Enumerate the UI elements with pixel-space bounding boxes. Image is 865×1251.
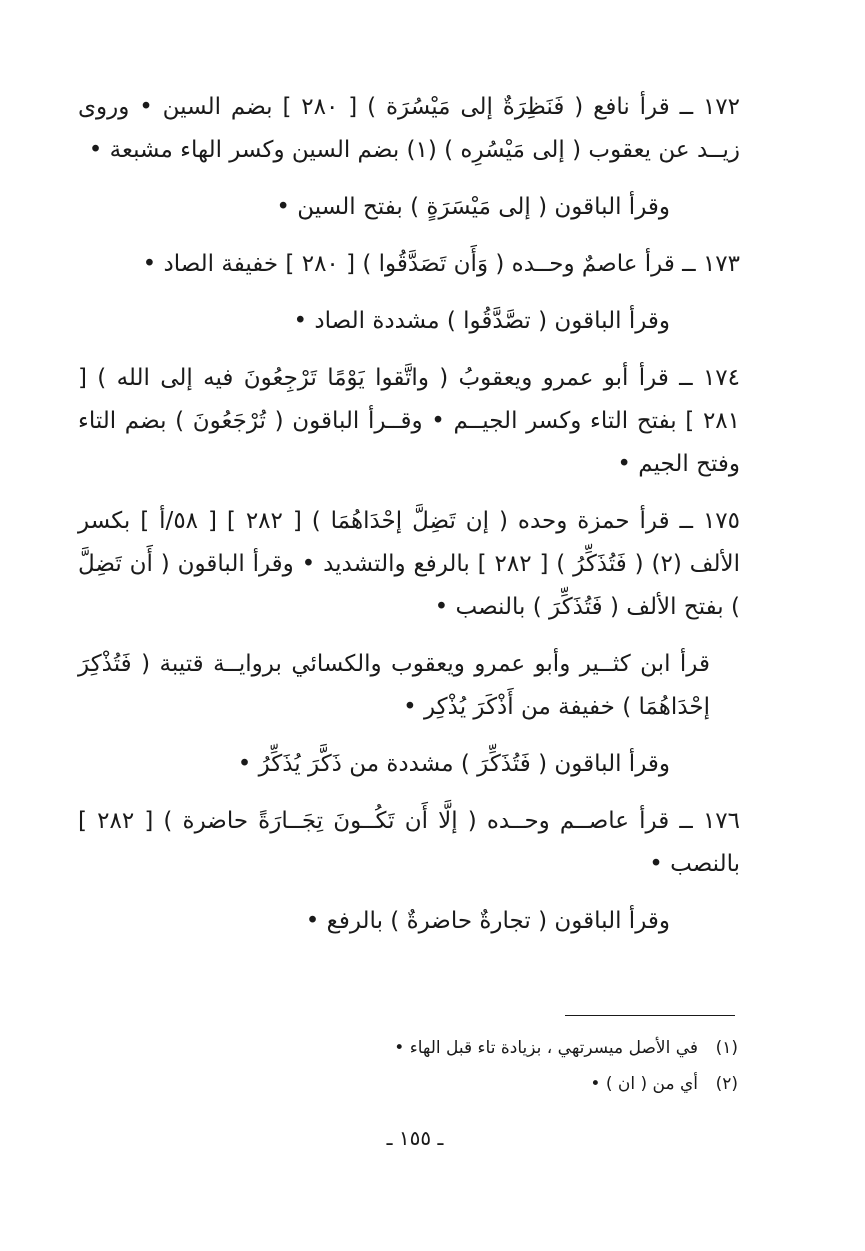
footnote-1-text: في الأصل ميسرتهي ، بزيادة تاء قبل الهاء • xyxy=(394,1038,698,1058)
paragraph-175-ibn-kathir: قرأ ابن كثــير وأبو عمرو ويعقوب والكسائي بروايــة قتيبة ( فَتُذْكِرَ إحْدَاهُمَا ) خفيفة من أَذْكَرَ يُذْكِر • xyxy=(78,651,710,720)
footnote-2-text: أي من ( ان ) • xyxy=(590,1074,698,1094)
paragraph-175-others: وقرأ الباقون ( فَتُذَكِّرَ ) مشددة من ذَكَّرَ يُذَكِّرُ • xyxy=(237,751,670,777)
paragraph-174: ١٧٤ ــ قرأ أبو عمرو ويعقوبُ ( واتَّقوا يَوْمًا تَرْجِعُونَ فيه إلى الله ) [ ٢٨١ ] بفتح التاء وكسر الجيــم • وقــرأ الباقون ( تُرْجَعُونَ ) بضم التاء وفتح الجيم • xyxy=(78,365,740,477)
main-text xyxy=(78,86,740,957)
footnote-1-number: (١) xyxy=(715,1038,738,1058)
footnotes xyxy=(300,1030,738,1102)
paragraph-172-others: وقرأ الباقون ( إلى مَيْسَرَةٍ ) بفتح السين • xyxy=(276,194,670,220)
paragraph-175: ١٧٥ ــ قرأ حمزة وحده ( إن تَضِلَّ إحْدَاهُمَا ) [ ٢٨٢ ] [ ٥٨/أ ] بكسر الألف (٢) ( فَتُذَكِّرُ ) [ ٢٨٢ ] بالرفع والتشديد • وقرأ الباقون ( أَن تَضِلَّ ) بفتح الألف ( فَتُذَكِّرَ ) بالنصب • xyxy=(78,508,741,620)
footnote-2 xyxy=(300,1066,738,1102)
page-number: ـ ١٥٥ ـ xyxy=(386,1126,444,1150)
footnote-2-number: (٢) xyxy=(715,1074,738,1094)
paragraph-172: ١٧٢ ــ قرأ نافع ( فَنَظِرَةٌ إلى مَيْسُرَة ) [ ٢٨٠ ] بضم السين • وروى زيــد عن يعقوب ( إلى مَيْسُرِه ) (١) بضم السين وكسر الهاء مشبعة • xyxy=(78,94,740,163)
paragraph-173-others: وقرأ الباقون ( تصَّدَّقُوا ) مشددة الصاد • xyxy=(293,308,670,334)
paragraph-173: ١٧٣ ــ قرأ عاصمٌ وحــده ( وَأَن تَصَدَّقُوا ) [ ٢٨٠ ] خفيفة الصاد • xyxy=(142,251,740,277)
paragraph-176-others: وقرأ الباقون ( تجارةٌ حاضرةٌ ) بالرفع • xyxy=(305,908,670,934)
footnote-1 xyxy=(300,1030,738,1066)
paragraph-176: ١٧٦ ــ قرأ عاصــم وحــده ( إلَّا أَن تَكُــونَ تِجَــارَةً حاضرة ) [ ٢٨٢ ] بالنصب • xyxy=(78,808,740,877)
footnote-divider xyxy=(565,1015,735,1016)
